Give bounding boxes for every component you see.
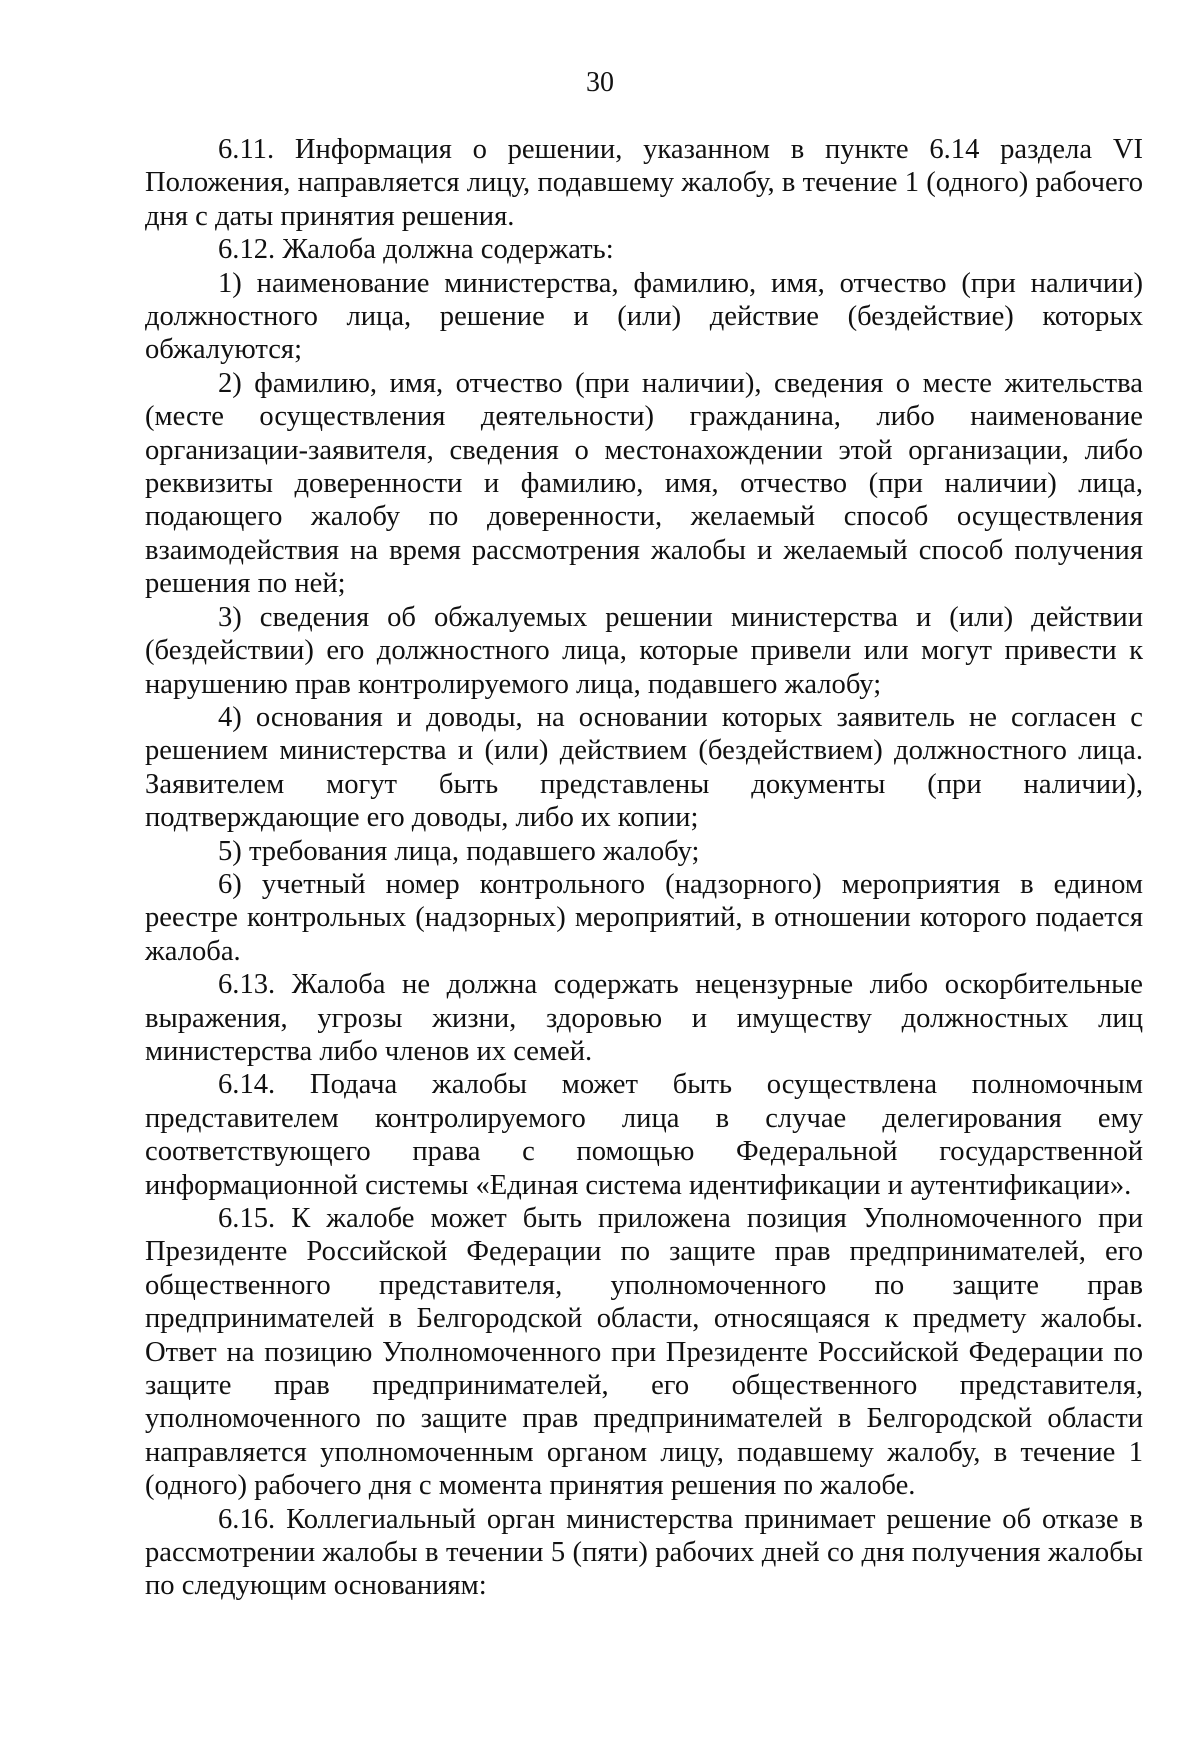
list-item-5: 5) требования лица, подавшего жалобу; — [218, 835, 700, 867]
paragraph-6-11: 6.11. Информация о решении, указанном в пункте 6.14 раздела VI Положения, направляется лицу, подавшему жалобу, в течение 1 (одного) рабочего дня с даты принятия решения. — [145, 134, 1143, 232]
document-body — [145, 133, 1143, 1603]
list-item-3: 3) сведения об обжалуемых решении министерства и (или) действии (бездействии) его должностного лица, которые привели или могут привести к нарушению прав контролируемого лица, подавшего жалобу; — [145, 601, 1143, 700]
paragraph-6-16: 6.16. Коллегиальный орган министерства принимает решение об отказе в рассмотрении жалобы в течении 5 (пяти) рабочих дней со дня получения жалобы по следующим основаниям: — [145, 1503, 1143, 1602]
list-item-6: 6) учетный номер контрольного (надзорного) мероприятия в едином реестре контрольных (надзорных) мероприятий, в отношении которого подается жалоба. — [145, 868, 1143, 967]
paragraph-6-15: 6.15. К жалобе может быть приложена позиция Уполномоченного при Президенте Российской Федерации по защите прав предпринимателей, его общественного представителя, уполномоченного по защите прав предпринимателей в Белгородской области, относящаяся к предмету жалобы. Ответ на позицию Уполномоченного при Президенте Российской Федерации по защите прав предпринимателей, его общественного представителя, уполномоченного по защите прав предпринимателей в Белгородской области направляется уполномоченным органом лицу, подавшему жалобу, в течение 1 (одного) рабочего дня с момента принятия решения по жалобе. — [145, 1203, 1143, 1502]
page-number: 30 — [586, 67, 614, 98]
paragraph-6-12: 6.12. Жалоба должна содержать: — [218, 234, 614, 266]
paragraph-6-13: 6.13. Жалоба не должна содержать нецензурные либо оскорбительные выражения, угрозы жизни, здоровью и имуществу должностных лиц министерства либо членов их семей. — [145, 969, 1143, 1067]
list-item-4: 4) основания и доводы, на основании которых заявитель не согласен с решением министерства и (или) действием (бездействием) должностного лица. Заявителем могут быть представлены документы (при наличии), подтверждающие его доводы, либо их копии; — [145, 701, 1143, 834]
paragraph-6-14: 6.14. Подача жалобы может быть осуществлена полномочным представителем контролируемого лица в случае делегирования ему соответствующего права с помощью Федеральной государственной информационной системы «Единая система идентификации и аутентификации». — [145, 1069, 1143, 1201]
list-item-2: 2) фамилию, имя, отчество (при наличии), сведения о месте жительства (месте осуществления деятельности) гражданина, либо наименование организации-заявителя, сведения о местонахождении этой организации, либо реквизиты доверенности и фамилию, имя, отчество (при наличии) лица, подающего жалобу по доверенности, желаемый способ осуществления взаимодействия на время рассмотрения жалобы и желаемый способ получения решения по ней; — [145, 367, 1143, 600]
list-item-1: 1) наименование министерства, фамилию, имя, отчество (при наличии) должностного лица, решение и (или) действие (бездействие) которых обжалуются; — [145, 267, 1143, 366]
